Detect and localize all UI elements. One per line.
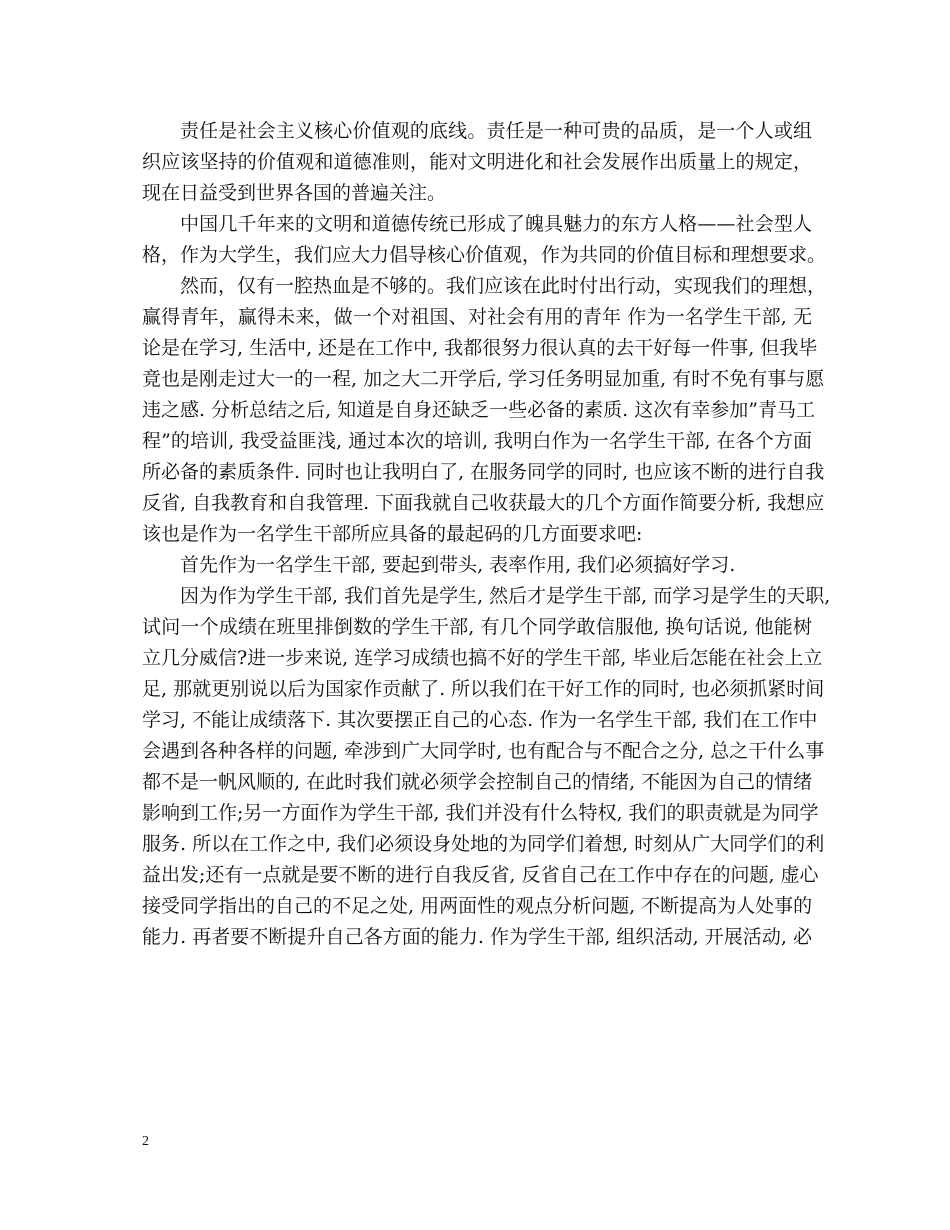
text-line: 试问一个成绩在班里排倒数的学生干部, 有几个同学敢信服他, 换句话说, 他能树 — [142, 616, 812, 638]
text-line: 都不是一帆风顺的, 在此时我们就必须学会控制自己的情绪, 不能因为自己的情绪 — [142, 771, 813, 793]
text-line: 立几分威信?进一步来说, 连学习成绩也搞不好的学生干部, 毕业后怎能在社会上立 — [142, 647, 823, 669]
text-line: 能力. 再者要不断提升自己各方面的能力. 作为学生干部, 组织活动, 开展活动, 必 — [142, 926, 812, 948]
text-line: 格，作为大学生，我们应大力倡导核心价值观，作为共同的价值目标和理想要求。 — [142, 244, 827, 266]
text-line: 中国几千年来的文明和道德传统已形成了魄具魅力的东方人格——社会型人 — [180, 213, 812, 235]
text-line: 违之感. 分析总结之后, 知道是自身还缺乏一些必备的素质. 这次有幸参加”青马工 — [142, 399, 815, 421]
text-line: 接受同学指出的自己的不足之处, 用两面性的观点分析问题, 不断提高为人处事的 — [142, 895, 813, 917]
text-line: 首先作为一名学生干部, 要起到带头, 表率作用, 我们必须搞好学习. — [180, 554, 736, 576]
text-line: 服务. 所以在工作之中, 我们必须设身处地的为同学们着想, 时刻从广大同学们的利 — [142, 833, 825, 855]
text-line: 会遇到各种各样的问题, 牵涉到广大同学时, 也有配合与不配合之分, 总之干什么事 — [142, 740, 825, 762]
text-line: 现在日益受到世界各国的普遍关注。 — [142, 182, 447, 204]
text-line: 然而，仅有一腔热血是不够的。我们应该在此时付出行动，实现我们的理想， — [180, 275, 827, 297]
text-line: 程”的培训, 我受益匪浅, 通过本次的培训, 我明白作为一名学生干部, 在各个方面 — [142, 430, 812, 452]
text-line: 论是在学习, 生活中, 还是在工作中, 我都很努力很认真的去干好每一件事, 但我毕 — [142, 337, 818, 359]
text-line: 足, 那就更别说以后为国家作贡献了. 所以我们在干好工作的同时, 也必须抓紧时间 — [142, 678, 825, 700]
text-line: 织应该坚持的价值观和道德准则，能对文明进化和社会发展作出质量上的规定， — [142, 151, 812, 173]
text-line: 反省, 自我教育和自我管理. 下面我就自己收获最大的几个方面作简要分析, 我想应 — [142, 492, 825, 514]
text-line: 该也是作为一名学生干部所应具备的最起码的几方面要求吧: — [142, 523, 643, 545]
text-line: 竟也是刚走过大一的一程, 加之大二开学后, 学习任务明显加重, 有时不免有事与愿 — [142, 368, 825, 390]
text-line: 赢得青年，赢得未来，做一个对祖国、对社会有用的青年 作为一名学生干部, 无 — [142, 306, 812, 328]
page-number: 2 — [142, 1134, 149, 1149]
body-text — [142, 116, 831, 953]
text-line: 影响到工作;另一方面作为学生干部, 我们并没有什么特权, 我们的职责就是为同学 — [142, 802, 819, 824]
text-line: 所必备的素质条件. 同时也让我明白了, 在服务同学的同时, 也应该不断的进行自我 — [142, 461, 825, 483]
text-line: 益出发;还有一点就是要不断的进行自我反省, 反省自己在工作中存在的问题, 虚心 — [142, 864, 819, 886]
text-line: 因为作为学生干部, 我们首先是学生, 然后才是学生干部, 而学习是学生的天职, — [180, 585, 831, 607]
text-line: 责任是社会主义核心价值观的底线。责任是一种可贵的品质，是一个人或组 — [180, 120, 812, 142]
text-line: 学习, 不能让成绩落下. 其次要摆正自己的心态. 作为一名学生干部, 我们在工作中 — [142, 709, 818, 731]
